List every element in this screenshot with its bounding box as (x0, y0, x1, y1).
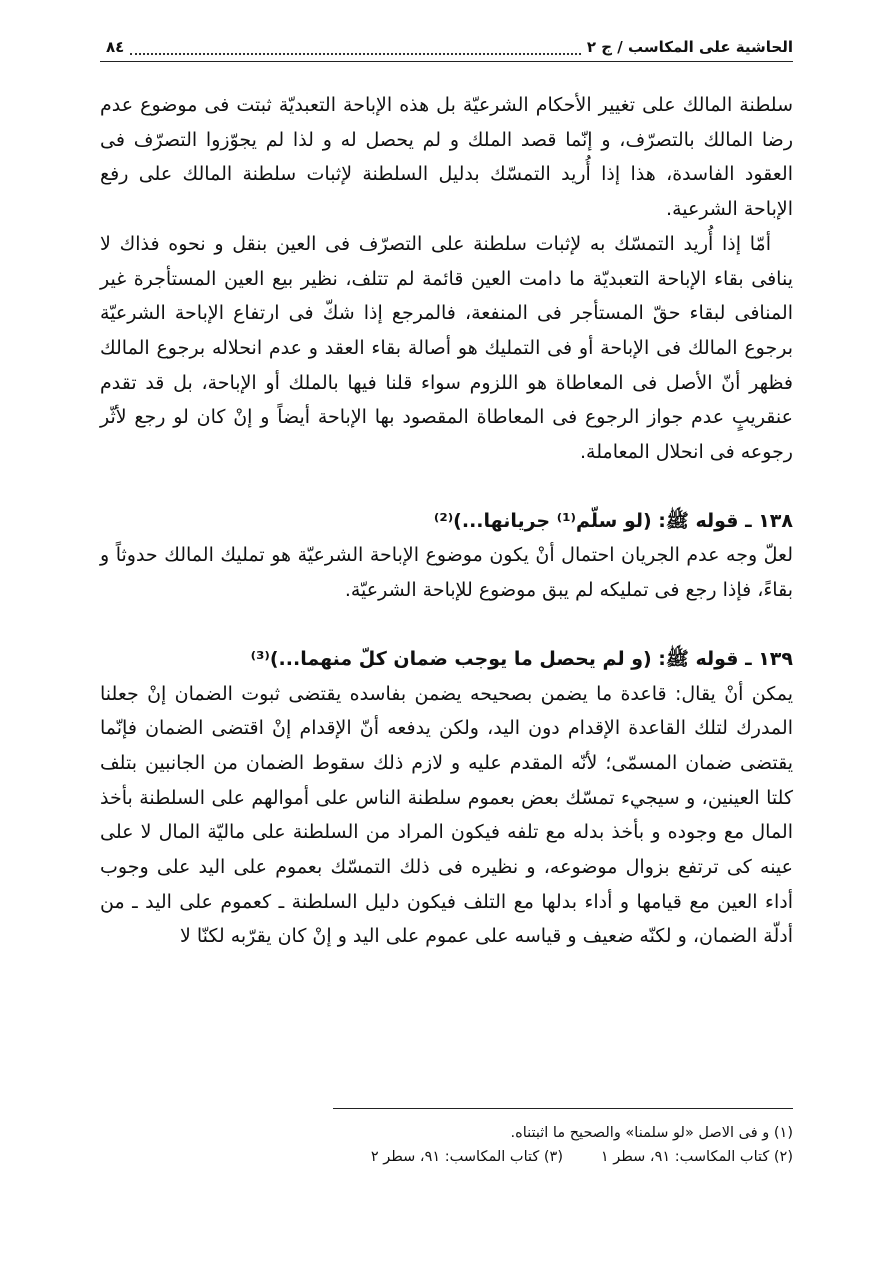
main-text (100, 88, 793, 954)
paragraph-1: سلطنة المالك على تغيير الأحكام الشرعيّة بل هذه الإباحة التعبديّة ثبتت فى موضوع عدم رضا المالك بالتصرّف، و إنّما قصد الملك و لم يحصل له و لذا لم يجوّزوا التصرّف فى العقود الفاسدة، هذا إذا أُريد التمسّك بدليل السلطنة لإثبات سلطنة المالك على رفع الإباحة الشرعية. (100, 94, 793, 221)
section-138-heading: ١٣٨ ـ قوله ﷺ: (لو سلّم⁽¹⁾ جريانها...)⁽²⁾ (433, 509, 793, 532)
section-139-text: يمكن أنْ يقال: قاعدة ما يضمن بصحيحه يضمن بفاسده يقتضى ثبوت الضمان إنْ جعلنا المدرك لتلك القاعدة الإقدام دون اليد، ولكن يدفعه أنّ الإقدام إنْ اقتضى الضمان فإنّما يقتضى ضمان المسمّى؛ لأنّه المقدم عليه و لازم ذلك سقوط الضمان من الجانبين بتلف كلتا العينين، و سيجيء تمسّك بعض بعموم سلطنة الناس على أموالهم على السلطنة بأخذ المال مع وجوده و بأخذ بدله مع تلفه فيكون المراد من السلطنة على ماليّة المال لا على عينه كى ترتفع بزوال موضوعه، و نظيره فى ذلك التمسّك بعموم على اليد على وجوب أداء العين مع قيامها و أداء بدلها مع التلف فيكون دليل السلطنة ـ كعموم على اليد ـ من أدلّة الضمان، و لكنّه ضعيف و قياسه على عموم على اليد و إنْ كان يقرّبه لكنّا لا (100, 682, 793, 948)
section-139-heading: ١٣٩ ـ قوله ﷺ: (و لم يحصل ما يوجب ضمان كلّ منهما...)⁽³⁾ (250, 647, 793, 670)
section-gap (100, 608, 793, 642)
footnotes-row (100, 1145, 793, 1170)
paragraph-2: أمّا إذا أُريد التمسّك به لإثبات سلطنة على التصرّف فى العين بنقل و نحوه فذاك لا ينافى بقاء الإباحة التعبديّة ما دامت العين قائمة لم تتلف، نظير بيع العين المستأجرة غير المنافى لبقاء حقّ المستأجر فى المنفعة، فالمرجع إذا شكّ فى ارتفاع الإباحة الشرعيّة برجوع المالك فى الإباحة أو فى التمليك هو أصالة بقاء العقد و عدم انحلاله برجوع المالك فظهر أنّ الأصل فى المعاطاة هو اللزوم سواء قلنا فيها بالملك أو الإباحة، بل قد تقدم عنقريبٍ عدم جواز الرجوع فى المعاطاة المقصود بها الإباحة أيضاً و إنْ كان لو رجع لأثّر رجوعه فى انحلال المعاملة. (100, 232, 793, 464)
footnote-2: (٢) كتاب المكاسب: ٩١، سطر ١ (600, 1149, 793, 1165)
footnote-3: (٣) كتاب المكاسب: ٩١، سطر ٢ (370, 1149, 563, 1165)
section-138-text: لعلّ وجه عدم الجريان احتمال أنْ يكون موضوع الإباحة الشرعيّة هو تمليك المالك حدوثاً و بقاءً، فإذا رجع فى تمليكه لم يبق موضوع للإباحة الشرعيّة. (100, 544, 793, 602)
footnote-rule (333, 1108, 793, 1109)
page-number: ٨٤ (106, 38, 125, 56)
page-header (100, 32, 793, 62)
footnote-1: (١) و فى الاصل «لو سلمنا» والصحيح ما اثبتناه. (510, 1125, 793, 1141)
header-rule (100, 61, 793, 62)
header-dot-leader (130, 39, 581, 55)
running-title: الحاشية على المكاسب / ج ٢ (586, 38, 793, 56)
section-gap (100, 470, 793, 504)
